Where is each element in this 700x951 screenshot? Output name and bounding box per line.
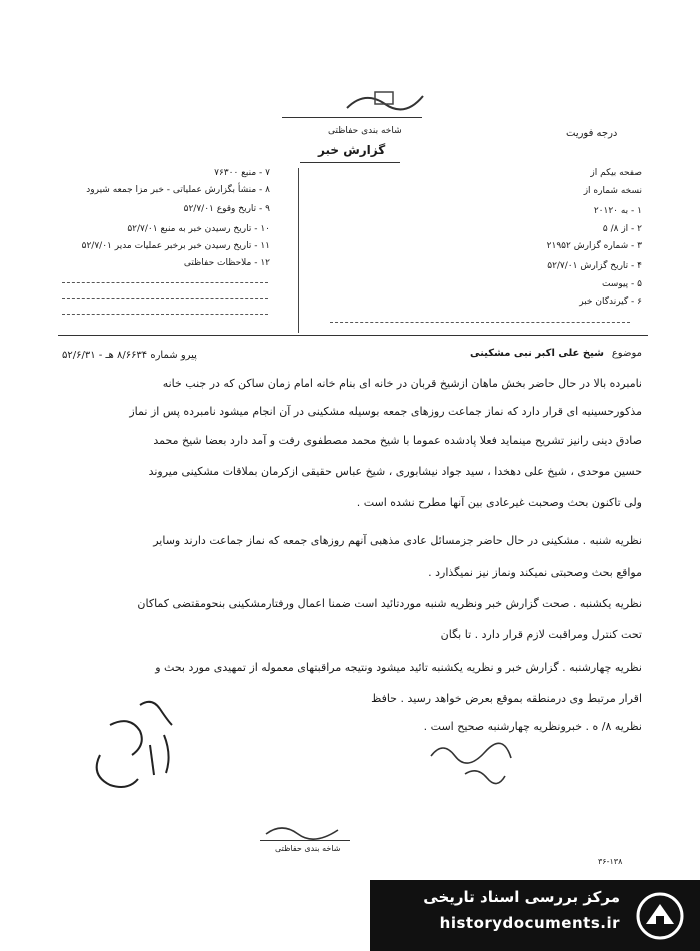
archive-logo-icon bbox=[634, 890, 686, 942]
body-line: صادق دینی رانیز تشریح مینماید فعلا پادشده عموما با شیخ محمد مصطفوی رفت و آمد دارد بعضا شیخ محمد bbox=[153, 434, 642, 447]
opinion-line: مواقع بحث وصحبتی نمیکند ونماز نیز نمیگذارد . bbox=[428, 566, 642, 579]
signature-mark bbox=[425, 736, 515, 790]
fields-divider bbox=[298, 168, 299, 333]
notes-rule-1 bbox=[62, 282, 268, 283]
archive-footer bbox=[370, 880, 700, 951]
opinion-line: نظریه ۸/ ه . خبرونظریه چهارشنبه صحیح است . bbox=[423, 720, 642, 733]
field-origin: ۸ - منشأ بگزارش عملیاتی - خبر مزا جمعه شیرود bbox=[86, 185, 270, 195]
stamp-signature-mark bbox=[262, 820, 342, 842]
subject-ref: پیرو شماره ۸/۶۶۳۴ هـ - ۵۲/۶/۳۱ bbox=[62, 350, 197, 361]
document-number: ۳۶-۱۳۸ bbox=[598, 857, 623, 866]
archive-name: مرکز بررسی اسناد تاریخی bbox=[423, 888, 620, 906]
handwritten-annotation bbox=[80, 695, 180, 805]
stamp-caption: شاخه بندی حفاظتی bbox=[275, 844, 341, 853]
field-ops-received-date: ۱۱ - تاریخ رسیدن خبر برخبر عملیات مدیر ۵۲/۷/۰۱ bbox=[81, 241, 270, 251]
body-line: ولی تاکنون بحث وصحبت غیرعادی بین آنها مطرح نشده است . bbox=[356, 496, 642, 509]
field-report-number: ۳ - شماره گزارش ۲۱۹۵۲ bbox=[546, 241, 642, 251]
body-line: مذکورحسینیه ای قرار دارد که نماز جماعت روزهای جمعه بوسیله مشکینی در آن انجام میشود نامبرده پس از نماز bbox=[129, 405, 642, 418]
opinion-line: نظریه یکشنبه . صحت گزارش خبر ونظریه شنبه موردتائید است ضمنا اعمال ورفتارمشکینی بنحومقتضی کماکان bbox=[137, 597, 642, 610]
field-recipients: ۶ - گیرندگان خبر bbox=[579, 297, 642, 307]
field-to: ۱ - به ۲۰۱۲۰ bbox=[593, 206, 642, 216]
field-occurrence-date: ۹ - تاریخ وقوع ۵۲/۷/۰۱ bbox=[183, 204, 270, 214]
opinion-line: تحت کنترل ومراقبت لازم قرار دارد . تا بگان bbox=[440, 628, 642, 641]
field-source: ۷ - منبع ۷۶۳۰۰ bbox=[214, 168, 270, 178]
field-attachment: ۵ - پیوست bbox=[601, 279, 642, 289]
header-bottom-rule bbox=[58, 335, 648, 336]
notes-rule-3 bbox=[62, 314, 268, 315]
field-copy-number: نسخه شماره از bbox=[583, 186, 642, 196]
archive-url: historydocuments.ir bbox=[439, 914, 620, 932]
header-top-rule bbox=[282, 117, 422, 118]
classification-label: درجه فوریت bbox=[566, 128, 618, 139]
opinion-line: نظریه چهارشنبه . گزارش خبر و نظریه یکشنبه تائید میشود ونتیجه مراقبتهای معموله از تمهیدی مورد بحث و bbox=[155, 661, 642, 674]
field-page: صفحه بیکم از bbox=[590, 168, 642, 178]
department-label: شاخه بندی حفاظتی bbox=[328, 126, 402, 136]
field-source-received-date: ۱۰ - تاریخ رسیدن خبر به منبع ۵۲/۷/۰۱ bbox=[127, 224, 270, 234]
field-security-notes: ۱۲ - ملاحظات حفاظتی bbox=[183, 258, 270, 268]
body-line: نامبرده بالا در حال حاضر بخش ماهان ازشیخ قربان در خانه ای بنام خانه امام زمان ساکن که در جنب خانه bbox=[162, 377, 642, 390]
recipients-rule bbox=[330, 322, 630, 323]
opinion-line: نظریه شنبه . مشکینی در حال حاضر جزمسائل عادی مذهبی آنهم روزهای جمعه که نماز جماعت دارند وسایر bbox=[153, 534, 642, 547]
title-underline bbox=[300, 162, 400, 163]
field-from: ۲ - از ۸/ ۵ bbox=[602, 224, 642, 234]
report-title: گزارش خبر bbox=[318, 143, 386, 157]
top-stamp-mark bbox=[345, 88, 425, 114]
notes-rule-2 bbox=[62, 298, 268, 299]
subject-value: شیخ علی اکبر نبی مشکینی bbox=[469, 348, 604, 359]
field-report-date: ۴ - تاریخ گزارش ۵۲/۷/۰۱ bbox=[547, 261, 642, 271]
body-line: حسین موحدی ، شیخ علی دهخدا ، سید جواد نیشابوری ، شیخ عباس حقیقی ازکرمان بملاقات مشکینی میروند bbox=[148, 465, 642, 478]
stamp-rule bbox=[260, 840, 350, 841]
subject-label: موضوع bbox=[611, 348, 642, 359]
opinion-line: اقرار مرتبط وی درمنطقه بموقع بعرض خواهد رسید . حافظ bbox=[371, 692, 642, 705]
